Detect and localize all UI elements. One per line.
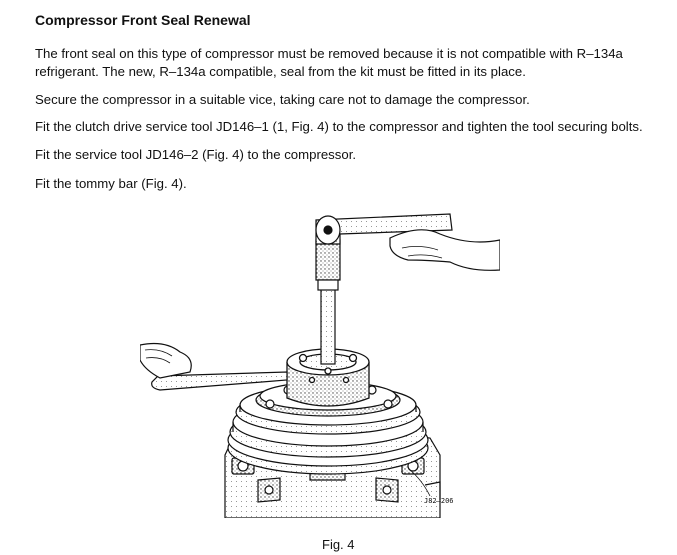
compressor-tool-illustration bbox=[140, 200, 500, 518]
ratchet-handle bbox=[316, 214, 500, 270]
paragraph-secure-compressor: Secure the compressor in a suitable vice, taking care not to damage the compressor. bbox=[35, 92, 530, 107]
figure-caption: Fig. 4 bbox=[322, 537, 355, 552]
paragraph-seal-compatibility-line2: refrigerant. The new, R–134a compatible, seal from the kit must be fitted in its place. bbox=[35, 64, 526, 79]
socket-extension bbox=[316, 240, 340, 364]
paragraph-fit-clutch-tool: Fit the clutch drive service tool JD146–1 (1, Fig. 4) to the compressor and tighten the tool securing bolts. bbox=[35, 119, 643, 134]
paragraph-seal-compatibility-line1: The front seal on this type of compressor must be removed because it is not compatible with R–134a bbox=[35, 46, 623, 61]
figure-reference-code: J82–206 bbox=[424, 497, 454, 505]
tommy-bar bbox=[140, 344, 287, 390]
paragraph-fit-tommy-bar: Fit the tommy bar (Fig. 4). bbox=[35, 176, 187, 191]
paragraph-fit-service-tool: Fit the service tool JD146–2 (Fig. 4) to the compressor. bbox=[35, 147, 357, 162]
section-heading: Compressor Front Seal Renewal bbox=[35, 12, 251, 28]
